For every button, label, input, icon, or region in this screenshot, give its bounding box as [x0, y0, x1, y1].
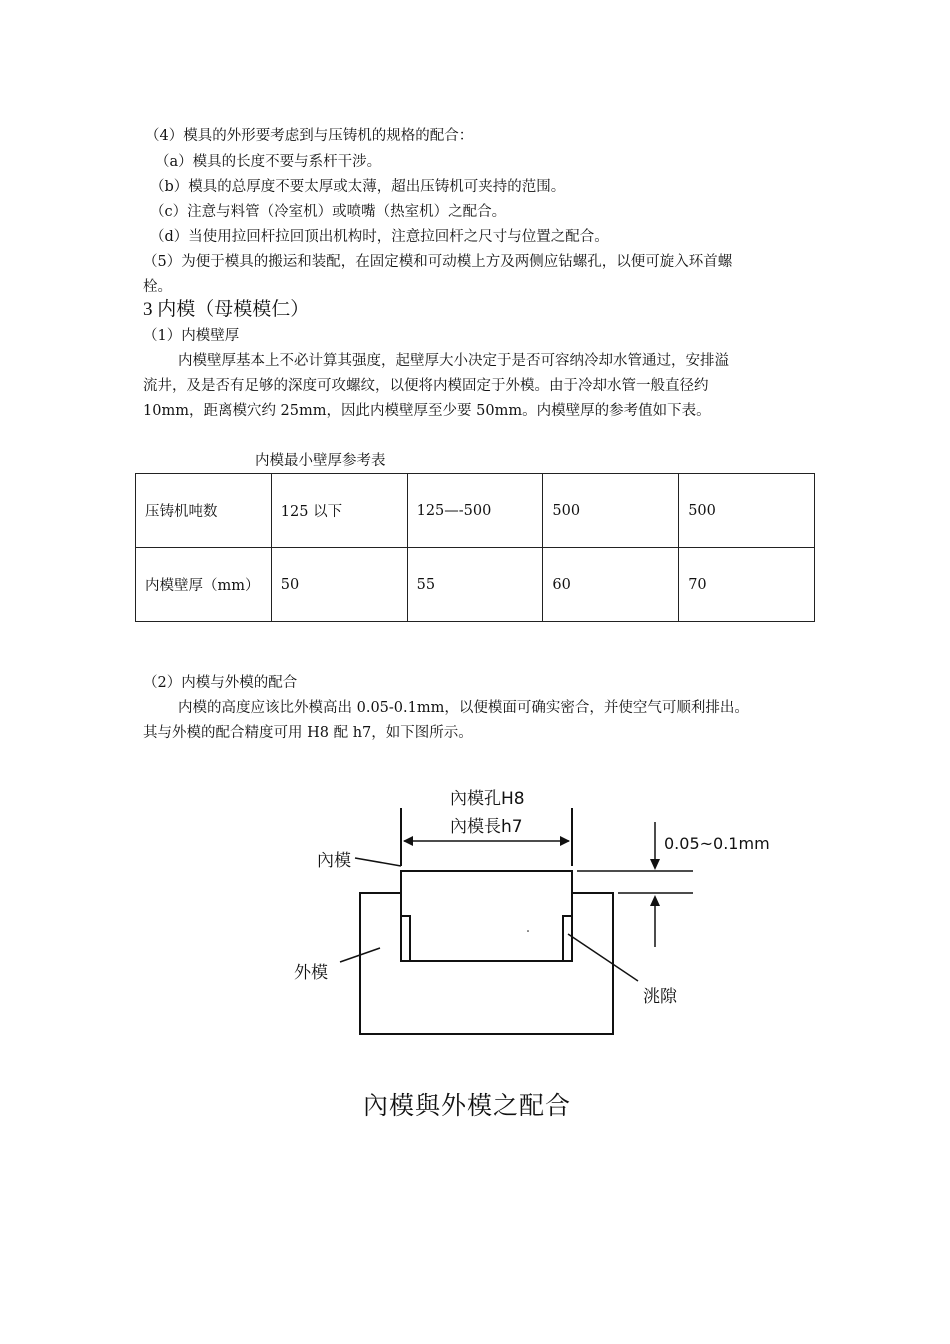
table-cell: 125—-500: [407, 474, 543, 548]
label-gap: 0.05~0.1mm: [664, 834, 770, 853]
subsection-1-heading: （1）内模壁厚: [143, 328, 240, 344]
arrow-left: [403, 836, 413, 846]
table-cell: 内模壁厚（mm）: [136, 548, 272, 622]
item-4c-text: （c）注意与料管（冷室机）或喷嘴（热室机）之配合。: [150, 204, 507, 220]
table-cell: 500: [679, 474, 815, 548]
section-3-heading: 3 内模（母模模仁）: [143, 299, 310, 320]
table-cell: 60: [543, 548, 679, 622]
body1-line1: 内模壁厚基本上不必计算其强度，起壁厚大小决定于是否可容纳冷却水管通过，安排溢: [178, 353, 729, 369]
item-4-text: （4）模具的外形要考虑到与压铸机的规格的配合：: [145, 128, 474, 144]
item-5-text-line2: 栓。: [143, 279, 172, 295]
clearance-right: [563, 916, 572, 961]
arrow-right: [560, 836, 570, 846]
table-cell: 500: [543, 474, 679, 548]
body2-line1: 内模的高度应该比外模高出 0.05-0.1mm，以便模面可确实密合，并使空气可顺利排出。: [178, 700, 749, 716]
body1-line2: 流井，及是否有足够的深度可攻螺纹，以便将内模固定于外模。由于冷却水管一般直径约: [143, 378, 709, 394]
arrow-up: [650, 895, 660, 906]
item-4d-text: （d）当使用拉回杆拉回顶出机构时，注意拉回杆之尺寸与位置之配合。: [150, 229, 609, 245]
label-hole-h8: 內模孔H8: [450, 789, 525, 809]
table-row: [136, 474, 815, 548]
clearance-left: [401, 916, 410, 961]
body2-line2: 其与外模的配合精度可用 H8 配 h7，如下图所示。: [143, 725, 473, 741]
item-5-text-line1: （5）为便于模具的搬运和装配，在固定模和可动模上方及两侧应钻螺孔，以便可旋入环首螺: [143, 254, 733, 270]
table-cell: 70: [679, 548, 815, 622]
body1-line3: 10mm，距离模穴约 25mm，因此内模壁厚至少要 50mm。内模壁厚的参考值如下表。: [143, 403, 711, 419]
table-cell: 50: [271, 548, 407, 622]
label-inner-mold: 內模: [317, 851, 351, 871]
label-outer-mold: 外模: [294, 963, 328, 983]
item-4a-text: （a）模具的长度不要与系杆干涉。: [155, 154, 382, 170]
label-clearance: 洮隙: [643, 987, 677, 1007]
table-cell: 55: [407, 548, 543, 622]
inner-mold-block: [401, 871, 572, 961]
outer-leader: [340, 948, 380, 962]
table-cell: 125 以下: [271, 474, 407, 548]
table-caption: 内模最小壁厚参考表: [255, 453, 386, 469]
subsection-2-heading: （2）内模与外模的配合: [143, 675, 298, 691]
inner-leader: [355, 858, 401, 866]
arrow-down: [650, 859, 660, 870]
wall-thickness-table: [135, 473, 815, 622]
table-row: [136, 548, 815, 622]
figure-title: 內模與外模之配合: [363, 1091, 572, 1120]
item-4b-text: （b）模具的总厚度不要太厚或太薄，超出压铸机可夹持的范围。: [150, 179, 566, 195]
outer-mold-outline: [360, 893, 613, 1034]
clearance-leader: [568, 934, 638, 981]
label-length-h7: 內模長h7: [450, 817, 523, 837]
table-cell: 压铸机吨数: [136, 474, 272, 548]
